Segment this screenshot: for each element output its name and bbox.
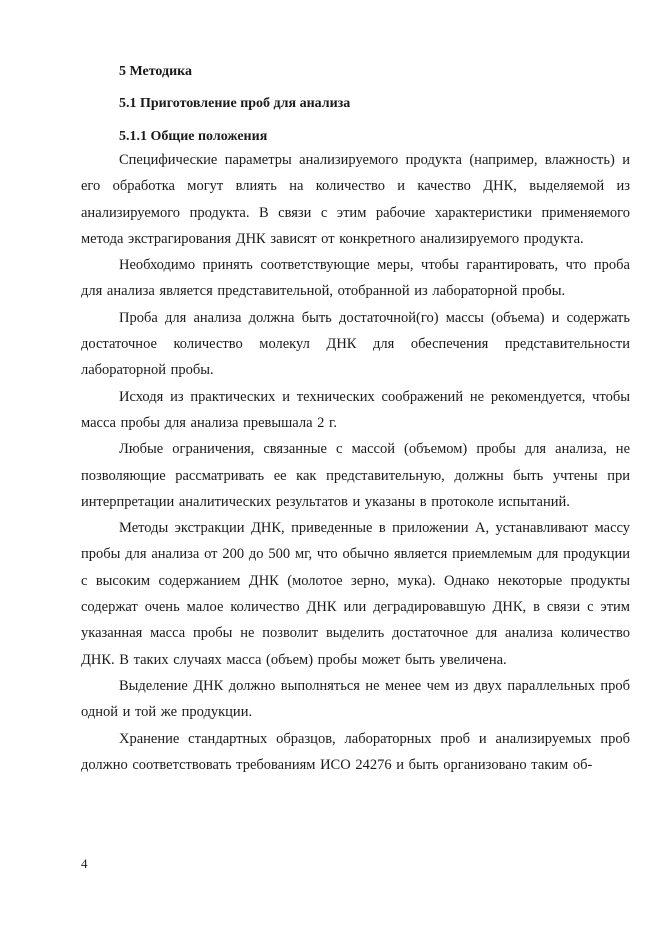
section-heading: 5 Методика — [119, 64, 193, 79]
paragraph: Хранение стандартных образцов, лабораторных проб и анализируемых проб должно соответствовать требованиям ИСО 24276 и быть организовано таким об- — [81, 730, 630, 773]
paragraph: Проба для анализа должна быть достаточной(го) массы (объема) и содержать достаточное количество молекул ДНК для обеспечения представительности лабораторной пробы. — [81, 309, 630, 379]
paragraph: Любые ограничения, связанные с массой (объемом) пробы для анализа, не позволяющие рассматривать ее как представительную, должны быть учтены при интерпретации аналитических результатов и указаны в протоколе испытаний. — [81, 441, 630, 510]
paragraph: Специфические параметры анализируемого продукта (например, влажность) и его обработка могут влиять на количество и качество ДНК, выделяемой из анализируемого продукта. В связи с этим рабочие характеристики применяемого метода экстрагирования ДНК зависят от конкретного анализируемого продукта. — [81, 152, 630, 247]
paragraph: Выделение ДНК должно выполняться не менее чем из двух параллельных проб одной и той же продукции. — [81, 677, 630, 721]
paragraph: Методы экстракции ДНК, приведенные в приложении А, устанавливают массу пробы для анализа от 200 до 500 мг, что обычно является приемлемым для продукции с высоким содержанием ДНК (молотое зерно, мука). Однако некоторые продукты содержат очень малое количество ДНК или деградировавшую ДНК, в связи с этим указанная масса пробы не позволит выделить достаточное для анализа количество ДНК. В таких случаях масса (объем) пробы может быть увеличена. — [81, 520, 630, 668]
page-content — [81, 60, 630, 778]
page-number: 4 — [81, 856, 88, 871]
paragraph: Необходимо принять соответствующие меры, чтобы гарантировать, что проба для анализа является представительной, отобранной из лабораторной пробы. — [81, 257, 630, 300]
subsubsection-heading: 5.1.1 Общие положения — [119, 129, 268, 144]
paragraph: Исходя из практических и технических соображений не рекомендуется, чтобы масса пробы для анализа превышала 2 г. — [81, 388, 630, 431]
subsection-heading: 5.1 Приготовление проб для анализа — [119, 96, 351, 111]
